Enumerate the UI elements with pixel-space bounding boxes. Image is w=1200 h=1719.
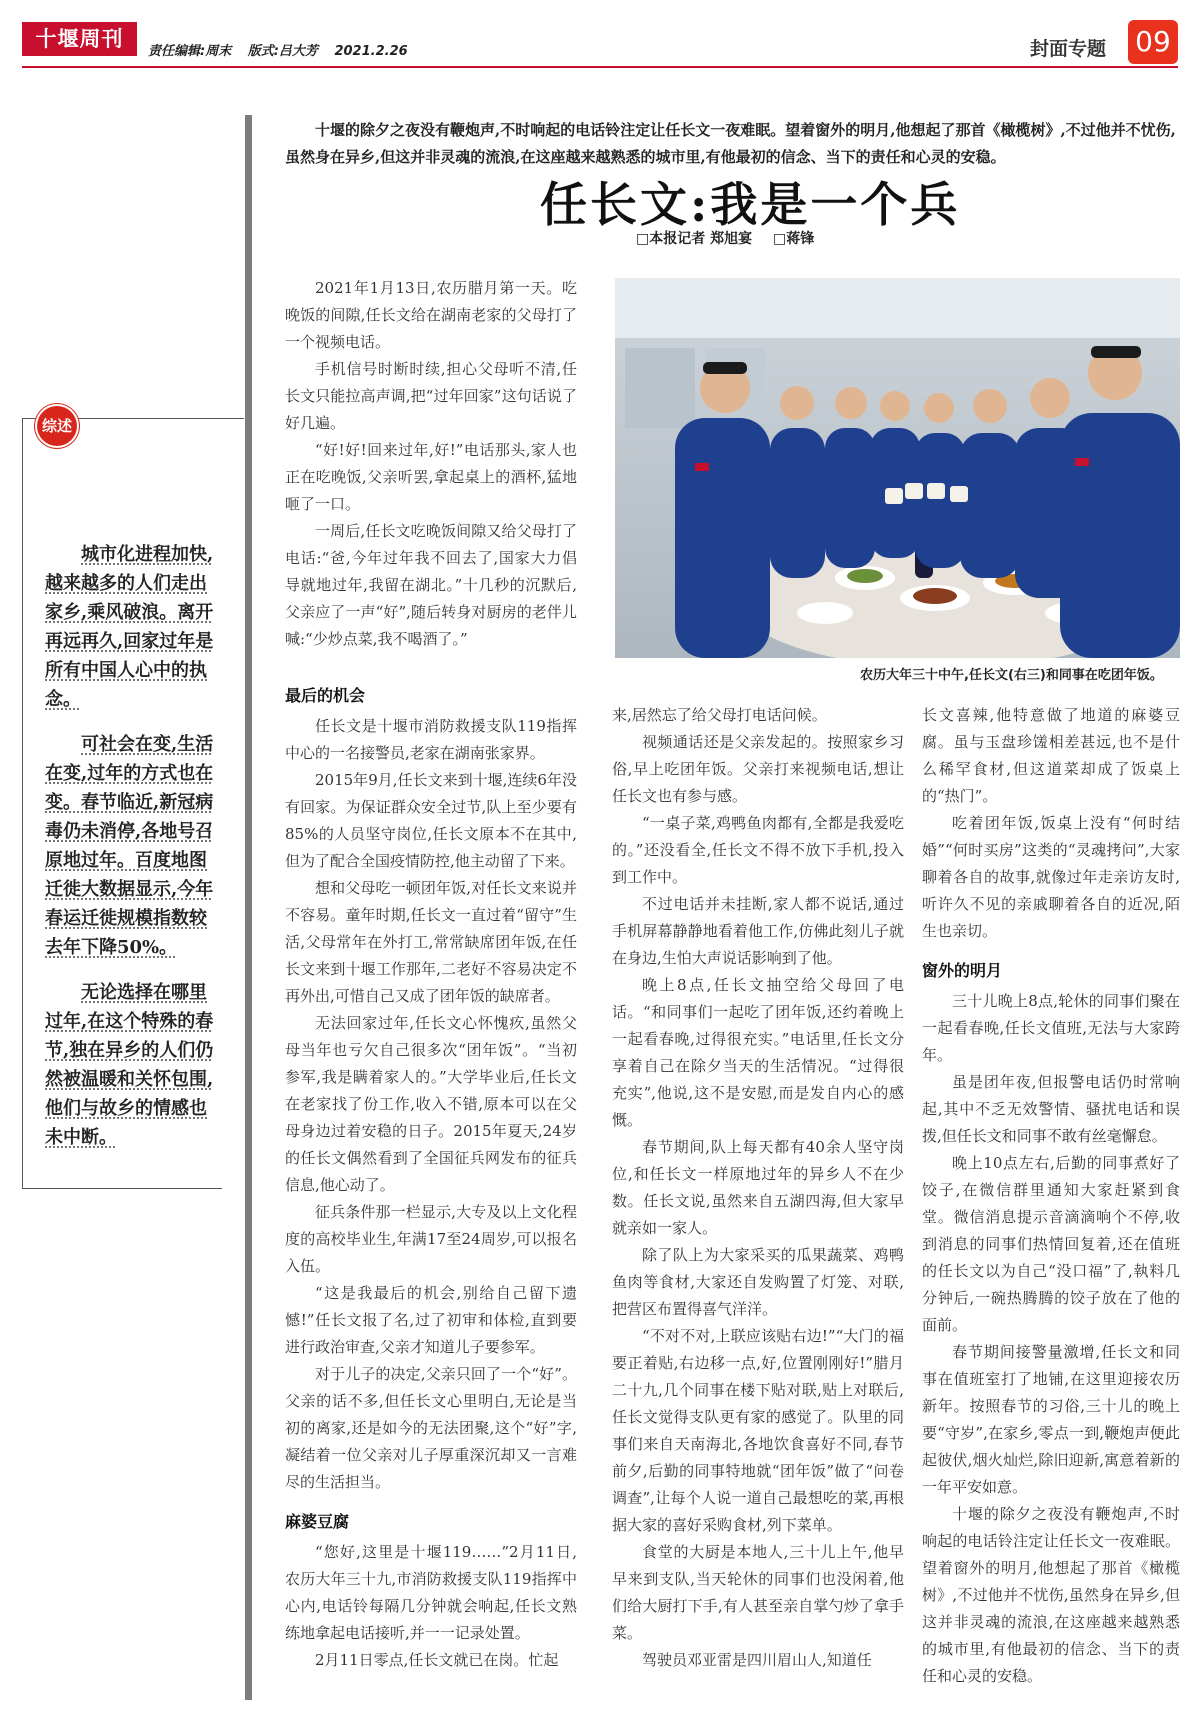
article-column-1 — [285, 670, 577, 1674]
article-paragraph: “这是我最后的机会,别给自己留下遗憾!”任长文报了名,过了初审和体检,直到要进行政治审查,父亲才知道儿子要参军。 — [285, 1284, 577, 1356]
article-paragraph: 2015年9月,任长文来到十堰,连续6年没有回家。为保证群众安全过节,队上至少要有85%的人员坚守岗位,任长文原本不在其中,但为了配合全国疫情防控,他主动留了下来。 — [285, 771, 577, 870]
article-paragraph: “一桌子菜,鸡鸭鱼肉都有,全都是我爱吃的。”还没看全,任长文不得不放下手机,投入到工作中。 — [612, 814, 904, 886]
article-paragraph: 十堰的除夕之夜没有鞭炮声,不时响起的电话铃注定让任长文一夜难眠。望着窗外的明月,他想起了那首《橄榄树》,不过他并不忧伤,虽然身在异乡,但这并非灵魂的流浪,在这座越来越熟悉的城市里,有他最初的信念、当下的责任和心灵的安稳。 — [922, 1505, 1180, 1685]
byline-photographer: □蒋锋 — [772, 231, 815, 247]
article-paragraph: 手机信号时断时续,担心父母听不清,任长文只能拉高声调,把“过年回家”这句话说了好几遍。 — [285, 360, 577, 432]
article-photo — [615, 278, 1180, 658]
article-column-3 — [922, 702, 1180, 1690]
article-paragraph: 2021年1月13日,农历腊月第一天。吃晚饭的间隙,任长文给在湖南老家的父母打了一个视频电话。 — [285, 279, 577, 351]
header-divider — [22, 66, 1178, 68]
editor-credit: 责任编辑:周末 — [148, 44, 232, 59]
article-paragraph: 虽是团年夜,但报警电话仍时常响起,其中不乏无效警情、骚扰电话和误拨,但任长文和同事不敢有丝毫懈怠。 — [922, 1073, 1180, 1145]
article-column-top — [285, 275, 577, 653]
article-paragraph: 吃着团年饭,饭桌上没有“何时结婚”“何时买房”这类的“灵魂拷问”,大家聊着各自的故事,就像过年走亲访友时,听许久不见的亲戚聊着各自的近况,陌生也亲切。 — [922, 814, 1180, 940]
sidebar-bottom-rule — [22, 1188, 222, 1189]
sidebar-left-rule — [22, 418, 23, 1188]
sidebar-paragraph: 无论选择在哪里过年,在这个特殊的春节,独在异乡的人们仍然被温暖和关怀包围,他们与故乡的情感也未中断。 — [45, 982, 214, 1148]
section-name: 封面专题 — [1030, 38, 1107, 60]
article-paragraph: 视频通话还是父亲发起的。按照家乡习俗,早上吃团年饭。父亲打来视频电话,想让任长文也有参与感。 — [612, 733, 904, 805]
vertical-divider — [245, 115, 252, 1700]
article-paragraph: “不对不对,上联应该贴右边!”“大门的福要正着贴,右边移一点,好,位置刚刚好!”腊月二十九,几个同事在楼下贴对联,贴上对联后,任长文觉得支队更有家的感觉了。队里的同事们来自天南海北,各地饮食喜好不同,春节前夕,后勤的同事特地就“团年饭”做了“问卷调查”,让每个人说一道自己最想吃的菜,再根据大家的喜好采购食材,列下菜单。 — [612, 1327, 904, 1534]
article-column-2 — [612, 702, 904, 1674]
article-paragraph: 食堂的大厨是本地人,三十儿上午,他早早来到支队,当天轮休的同事们也没闲着,他们给大厨打下手,有人甚至亲自掌勺炒了拿手菜。 — [612, 1543, 904, 1642]
firefighters-dinner-photo — [615, 278, 1180, 658]
issue-date: 2021.2.26 — [334, 44, 408, 59]
layout-credit: 版式:吕大芳 — [247, 44, 318, 59]
article-paragraph: 无法回家过年,任长文心怀愧疚,虽然父母当年也亏欠自己很多次“团年饭”。“当初参军,我是瞒着家人的。”大学毕业后,任长文在老家找了份工作,收入不错,原本可以在父母身边过着安稳的日子。2015年夏天,24岁的任长文偶然看到了全国征兵网发布的征兵信息,他心动了。 — [285, 1014, 577, 1194]
article-paragraph: 不过电话并未挂断,家人都不说话,通过手机屏幕静静地看着他工作,仿佛此刻儿子就在身边,生怕大声说话影响到了他。 — [612, 895, 904, 967]
sidebar-paragraph: 城市化进程加快,越来越多的人们走出家乡,乘风破浪。离开再远再久,回家过年是所有中国人心中的执念。 — [45, 544, 214, 710]
byline-reporter: □本报记者 郑旭宴 — [636, 231, 753, 247]
article-title: 任长文:我是一个兵 — [540, 178, 961, 233]
article-paragraph: 一周后,任长文吃晚饭间隙又给父母打了电话:“爸,今年过年我不回去了,国家大力倡导就地过年,我留在湖北。”十几秒的沉默后,父亲应了一声“好”,随后转身对厨房的老伴儿喊:“少炒点菜,我不喝酒了。” — [285, 522, 577, 648]
article-paragraph: 任长文是十堰市消防救援支队119指挥中心的一名接警员,老家在湖南张家界。 — [285, 717, 577, 762]
article-paragraph: 晚上8点,任长文抽空给父母回了电话。“和同事们一起吃了团年饭,还约着晚上一起看春晚,过得很充实。”电话里,任长文分享着自己在除夕当天的生活情况。“过得很充实”,他说,这不是安慰,而是发自内心的感慨。 — [612, 976, 904, 1129]
summary-tag: 综述 — [37, 406, 77, 446]
sidebar-paragraph: 可社会在变,生活在变,过年的方式也在变。春节临近,新冠病毒仍未消停,各地号召原地过年。百度地图迁徙大数据显示,今年春运迁徙规模指数较去年下降50%。 — [45, 734, 214, 958]
article-paragraph: 除了队上为大家采买的瓜果蔬菜、鸡鸭鱼肉等食材,大家还自发购置了灯笼、对联,把营区布置得喜气洋洋。 — [612, 1246, 904, 1318]
article-paragraph: 三十儿晚上8点,轮休的同事们聚在一起看春晚,任长文值班,无法与大家跨年。 — [922, 992, 1180, 1064]
page-number: 09 — [1128, 20, 1178, 64]
article-paragraph: 驾驶员邓亚雷是四川眉山人,知道任 — [642, 1651, 872, 1669]
masthead-logo: 十堰周刊 — [22, 22, 137, 56]
section-heading: 窗外的明月 — [922, 961, 1003, 980]
article-paragraph: 春节期间接警量激增,任长文和同事在值班室打了地铺,在这里迎接农历新年。按照春节的习俗,三十儿的晚上要“守岁”,在家乡,零点一到,鞭炮声便此起彼伏,烟火灿烂,除旧迎新,寓意着新的一年平安如意。 — [922, 1343, 1180, 1496]
article-paragraph: 征兵条件那一栏显示,大专及以上文化程度的高校毕业生,年满17至24周岁,可以报名入伍。 — [285, 1203, 577, 1275]
article-paragraph: 来,居然忘了给父母打电话问候。 — [612, 706, 827, 724]
article-paragraph: 晚上10点左右,后勤的同事煮好了饺子,在微信群里通知大家赶紧到食堂。微信消息提示音滴滴响个不停,收到消息的同事们热情回复着,还在值班的任长文以为自己“没口福”了,執料几分钟后,一碗热腾腾的饺子放在了他的面前。 — [922, 1154, 1180, 1334]
byline — [636, 228, 830, 248]
article-paragraph: 2月11日零点,任长文就已在岗。忙起 — [315, 1651, 559, 1669]
section-heading: 麻婆豆腐 — [285, 1512, 350, 1531]
article-paragraph: 想和父母吃一顿团年饭,对任长文来说并不容易。童年时期,任长文一直过着“留守”生活,父母常年在外打工,常常缺席团年饭,在任长文来到十堰工作那年,二老好不容易决定不再外出,可惜自己又成了团年饭的缺席者。 — [285, 879, 577, 1005]
article-paragraph: 长文喜辣,他特意做了地道的麻婆豆腐。虽与玉盘珍馐相差甚远,也不是什么稀罕食材,但这道菜却成了饭桌上的“热门”。 — [922, 706, 1180, 805]
article-paragraph: 春节期间,队上每天都有40余人坚守岗位,和任长文一样原地过年的异乡人不在少数。任长文说,虽然来自五湖四海,但大家早就亲如一家人。 — [612, 1138, 904, 1237]
article-paragraph: 对于儿子的决定,父亲只回了一个“好”。父亲的话不多,但任长文心里明白,无论是当初的离家,还是如今的无法团聚,这个“好”字,凝结着一位父亲对儿子厚重深沉却又一言难尽的生活担当。 — [285, 1365, 577, 1491]
section-heading: 最后的机会 — [285, 686, 366, 705]
article-paragraph: “好!好!回来过年,好!”电话那头,家人也正在吃晚饭,父亲听罢,拿起桌上的酒杯,猛地咂了一口。 — [285, 441, 577, 513]
article-lede: 十堰的除夕之夜没有鞭炮声,不时响起的电话铃注定让任长文一夜难眠。望着窗外的明月,他想起了那首《橄榄树》,不过他并不忧伤,虽然身在异乡,但这并非灵魂的流浪,在这座越来越熟悉的城市里,有他最初的信念、当下的责任和心灵的安稳。 — [285, 121, 1176, 166]
photo-caption: 农历大年三十中午,任长文(右三)和同事在吃团年饭。 — [860, 668, 1163, 683]
sidebar-summary — [45, 540, 217, 1168]
editor-credits — [148, 40, 420, 59]
article-paragraph: “您好,这里是十堰119……”2月11日,农历大年三十九,市消防救援支队119指挥中心内,电话铃每隔几分钟就会响起,任长文熟练地拿起电话接听,并一一记录处置。 — [285, 1543, 577, 1642]
